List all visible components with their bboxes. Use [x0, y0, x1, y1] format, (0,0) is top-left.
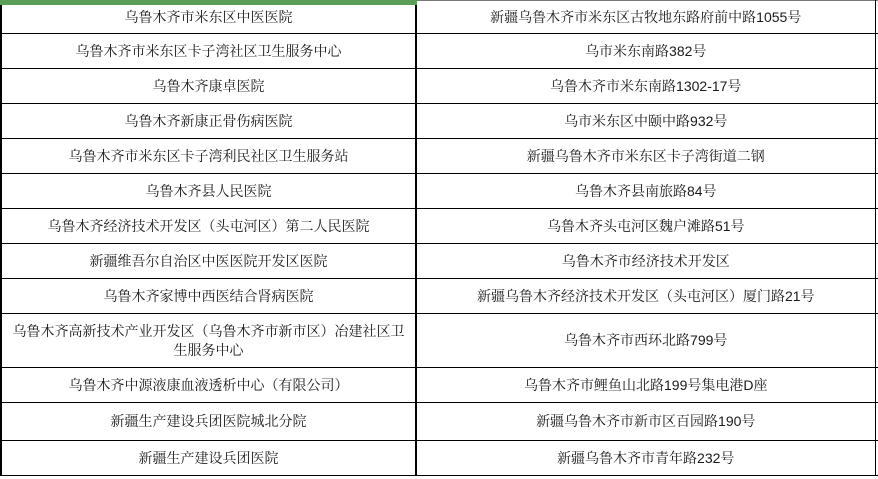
table-row — [1, 174, 878, 209]
hospital-name-cell: 乌鲁木齐经济技术开发区（头屯河区）第二人民医院 — [1, 209, 416, 244]
address-cell: 新疆乌鲁木齐市米东区卡子湾街道二钢 — [416, 139, 875, 174]
table-row — [1, 34, 878, 69]
table-row — [1, 314, 878, 368]
hospital-name-cell: 乌鲁木齐新康正骨伤病医院 — [1, 104, 416, 139]
hospital-name-cell: 乌鲁木齐康卓医院 — [1, 69, 416, 104]
address-cell: 乌市米东南路382号 — [416, 34, 875, 69]
address-cell: 新疆乌鲁木齐市米东区古牧地东路府前中路1055号 — [416, 1, 875, 34]
hospital-name-cell: 乌鲁木齐市米东区卡子湾社区卫生服务中心 — [1, 34, 416, 69]
top-green-accent-bar — [0, 0, 417, 5]
table-row — [1, 209, 878, 244]
table-row — [1, 441, 878, 476]
table-row — [1, 139, 878, 174]
address-cell: 新疆乌鲁木齐经济技术开发区（头屯河区）厦门路21号 — [416, 279, 875, 314]
address-cell: 乌鲁木齐市西环北路799号 — [416, 314, 875, 368]
address-cell: 乌鲁木齐市经济技术开发区 — [416, 244, 875, 279]
address-cell: 乌市米东区中颐中路932号 — [416, 104, 875, 139]
hospital-name-cell: 新疆生产建设兵团医院城北分院 — [1, 403, 416, 441]
hospital-name-cell: 乌鲁木齐县人民医院 — [1, 174, 416, 209]
table-row — [1, 403, 878, 441]
table-row — [1, 279, 878, 314]
hospital-name-cell: 乌鲁木齐高新技术产业开发区（乌鲁木齐市新市区）冶建社区卫生服务中心 — [1, 314, 416, 368]
address-cell: 乌鲁木齐县南旅路84号 — [416, 174, 875, 209]
hospital-name-cell: 新疆生产建设兵团医院 — [1, 441, 416, 476]
address-cell: 新疆乌鲁木齐市青年路232号 — [416, 441, 875, 476]
table-row — [1, 1, 878, 34]
hospital-name-cell: 乌鲁木齐中源液康血液透析中心（有限公司） — [1, 368, 416, 403]
hospital-name-cell: 乌鲁木齐家博中西医结合肾病医院 — [1, 279, 416, 314]
hospital-name-cell: 乌鲁木齐市米东区中医医院 — [1, 1, 416, 34]
address-cell: 乌鲁木齐市鲤鱼山北路199号集电港D座 — [416, 368, 875, 403]
table-row — [1, 244, 878, 279]
table-row — [1, 104, 878, 139]
table-row — [1, 368, 878, 403]
address-cell: 新疆乌鲁木齐市新市区百园路190号 — [416, 403, 875, 441]
table-row — [1, 69, 878, 104]
hospital-name-cell: 新疆维吾尔自治区中医医院开发区医院 — [1, 244, 416, 279]
address-cell: 乌鲁木齐头屯河区魏户滩路51号 — [416, 209, 875, 244]
address-cell: 乌鲁木齐市米东南路1302-17号 — [416, 69, 875, 104]
hospital-name-cell: 乌鲁木齐市米东区卡子湾利民社区卫生服务站 — [1, 139, 416, 174]
